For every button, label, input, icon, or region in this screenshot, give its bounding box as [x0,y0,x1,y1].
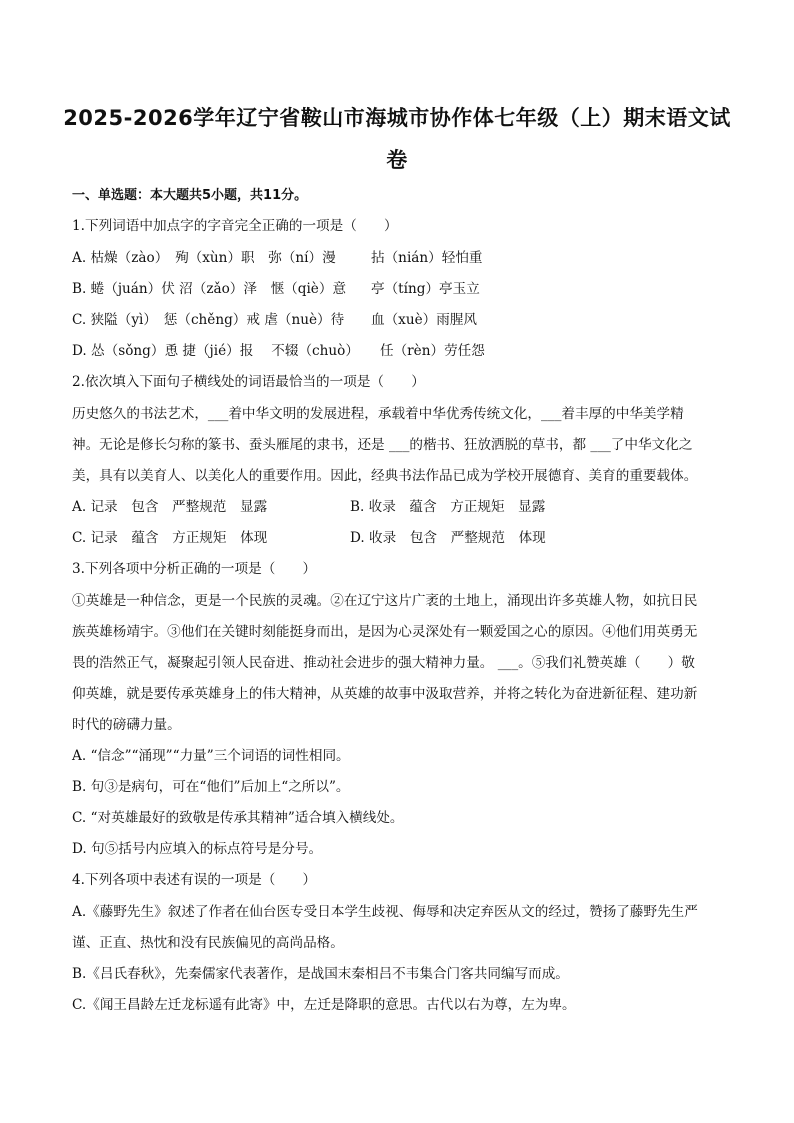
option-text: B. 蜷（juán）伏 沼（zǎo）泽 惬（qiè）意 [72,281,347,297]
option-text: D. 收录 包含 严整规范 体现 [350,530,546,546]
option-text: C. 记录 蕴含 方正规矩 体现 [72,530,268,546]
question-3-stem: 3.下列各项中分析正确的一项是（ ） [72,561,317,577]
exam-title-line-2: 卷 [386,148,408,172]
option-text: D. 怂（sǒng）恿 捷（jié）报 不辍（chuò） [72,343,359,359]
question-3-option-c: C. “对英雄最好的致敬是传承其精神”适合填入横线处。 [72,810,404,826]
option-text: 任（rèn）劳任怨 [380,343,485,359]
question-1-stem: 1.下列词语中加点字的字音完全正确的一项是（ ） [72,218,398,234]
question-3-passage-line: ①英雄是一种信念，更是一个民族的灵魂。②在辽宁这片广袤的土地上，涌现出许多英雄人物，如抗日民 [72,593,698,609]
question-2-passage-line: 历史悠久的书法艺术，___着中华文明的发展进程，承载着中华优秀传统文化，___着丰厚的中华美学精 [72,406,684,422]
question-4-option-a: A.《藤野先生》叙述了作者在仙台医专受日本学生歧视、侮辱和决定弃医从文的经过，赞扬了藤野先生严 [72,904,698,920]
section-heading: 一、单选题：本大题共5小题，共11分。 [72,188,308,203]
question-2-stem: 2.依次填入下面句子横线处的词语最恰当的一项是（ ） [72,374,425,390]
question-3-passage-line: 族英雄杨靖宇。③他们在关键时刻能挺身而出，是因为心灵深处有一颗爱国之心的原因。④他们用英勇无 [72,624,698,640]
question-2-passage-line: 美，具有以美育人、以美化人的重要作用。因此，经典书法作品已成为学校开展德育、美育的重要载体。 [72,468,698,484]
question-4-option-a-cont: 谨、正直、热忱和没有民族偏见的高尚品格。 [72,935,344,951]
option-text: 血（xuè）雨腥风 [371,312,478,328]
question-3-option-d: D. 句⑤括号内应填入的标点符号是分号。 [72,841,323,857]
option-text: 拈（nián）轻怕重 [371,250,483,266]
question-4-stem: 4.下列各项中表述有误的一项是（ ） [72,872,317,888]
question-3-passage-line: 时代的磅礴力量。 [72,717,181,733]
question-3-passage-line: 畏的浩然正气，凝聚起引领人民奋进、推动社会进步的强大精神力量。 ___。⑤我们礼赞英雄（ ）敬 [72,655,695,671]
exam-title-line-1: 2025-2026学年辽宁省鞍山市海城市协作体七年级（上）期末语文试 [63,106,731,130]
question-4-option-c: C.《闻王昌龄左迁龙标遥有此寄》中，左迁是降职的意思。古代以右为尊，左为卑。 [72,997,576,1013]
option-text: A. 记录 包含 严整规范 显露 [72,499,268,515]
option-text: B. 收录 蕴含 方正规矩 显露 [350,499,546,515]
option-text: C. 狭隘（yì） 惩（chěng）戒 虐（nuè）待 [72,312,345,328]
option-text: A. 枯燥（zào） 殉（xùn）职 弥（ní）漫 [72,250,336,266]
option-text: 亭（tíng）亭玉立 [371,281,480,297]
question-3-option-a: A. “信念”“涌现”“力量”三个词语的词性相同。 [72,748,350,764]
question-4-option-b: B.《吕氏春秋》，先秦儒家代表著作，是战国末秦相吕不韦集合门客共同编写而成。 [72,966,569,982]
question-3-passage-line: 仰英雄，就是要传承英雄身上的伟大精神，从英雄的故事中汲取营养，并将之转化为奋进新征程、建功新 [72,686,698,702]
question-2-passage-line: 神。无论是修长匀称的篆书、蚕头雁尾的隶书，还是 ___的楷书、狂放洒脱的草书，都 ___了中华文化之 [72,437,693,453]
question-3-option-b: B. 句③是病句，可在“他们”后加上“之所以”。 [72,779,350,795]
